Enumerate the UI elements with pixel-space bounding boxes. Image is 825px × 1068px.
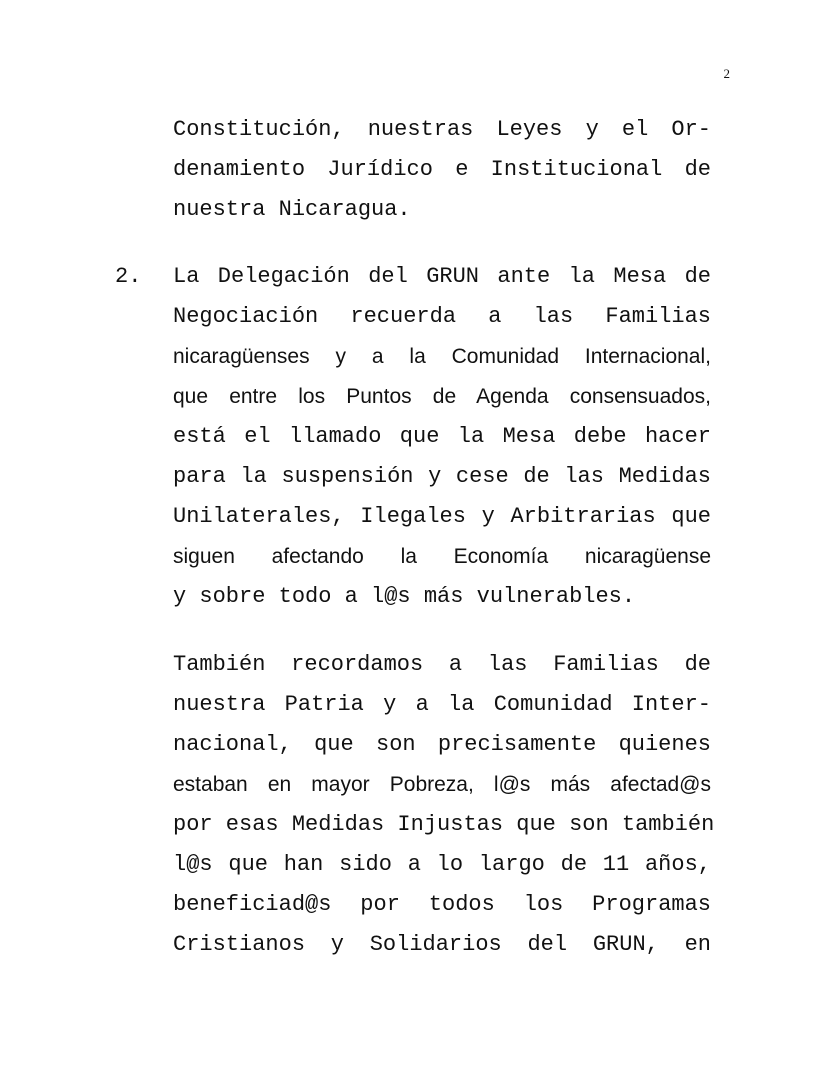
text-line: denamiento Jurídico e Institucional de (173, 157, 711, 182)
text-line: Cristianos y Solidarios del GRUN, en (173, 932, 711, 957)
text-line: nuestra Patria y a la Comunidad Inter- (173, 692, 711, 717)
text-line: nacional, que son precisamente quienes (173, 732, 711, 757)
paragraph-continuation (173, 110, 711, 230)
page-number: 2 (723, 66, 730, 81)
list-item-paragraph (173, 257, 711, 617)
text-line: También recordamos a las Familias de (173, 652, 711, 677)
text-line: nuestra Nicaragua. (173, 197, 411, 222)
text-line: beneficiad@s por todos los Programas (173, 892, 711, 917)
text-line: Unilaterales, Ilegales y Arbitrarias que (173, 504, 711, 529)
paragraph (173, 645, 715, 965)
text-line: Negociación recuerda a las Familias (173, 304, 711, 329)
list-item-number: 2. (115, 264, 142, 289)
text-line: está el llamado que la Mesa debe hacer (173, 424, 711, 449)
text-line: por esas Medidas Injustas que son también (173, 812, 715, 837)
text-line: La Delegación del GRUN ante la Mesa de (173, 264, 711, 289)
text-line: Constitución, nuestras Leyes y el Or- (173, 117, 711, 142)
text-line: y sobre todo a l@s más vulnerables. (173, 584, 636, 609)
text-line: para la suspensión y cese de las Medidas (173, 464, 711, 489)
text-line: nicaragüenses y a la Comunidad Internacional, (173, 345, 711, 368)
text-line: estaban en mayor Pobreza, l@s más afectad@s (173, 773, 711, 796)
text-line: que entre los Puntos de Agenda consensuados, (173, 385, 711, 408)
text-line: siguen afectando la Economía nicaragüense (173, 545, 711, 568)
text-line: l@s que han sido a lo largo de 11 años, (173, 852, 711, 877)
